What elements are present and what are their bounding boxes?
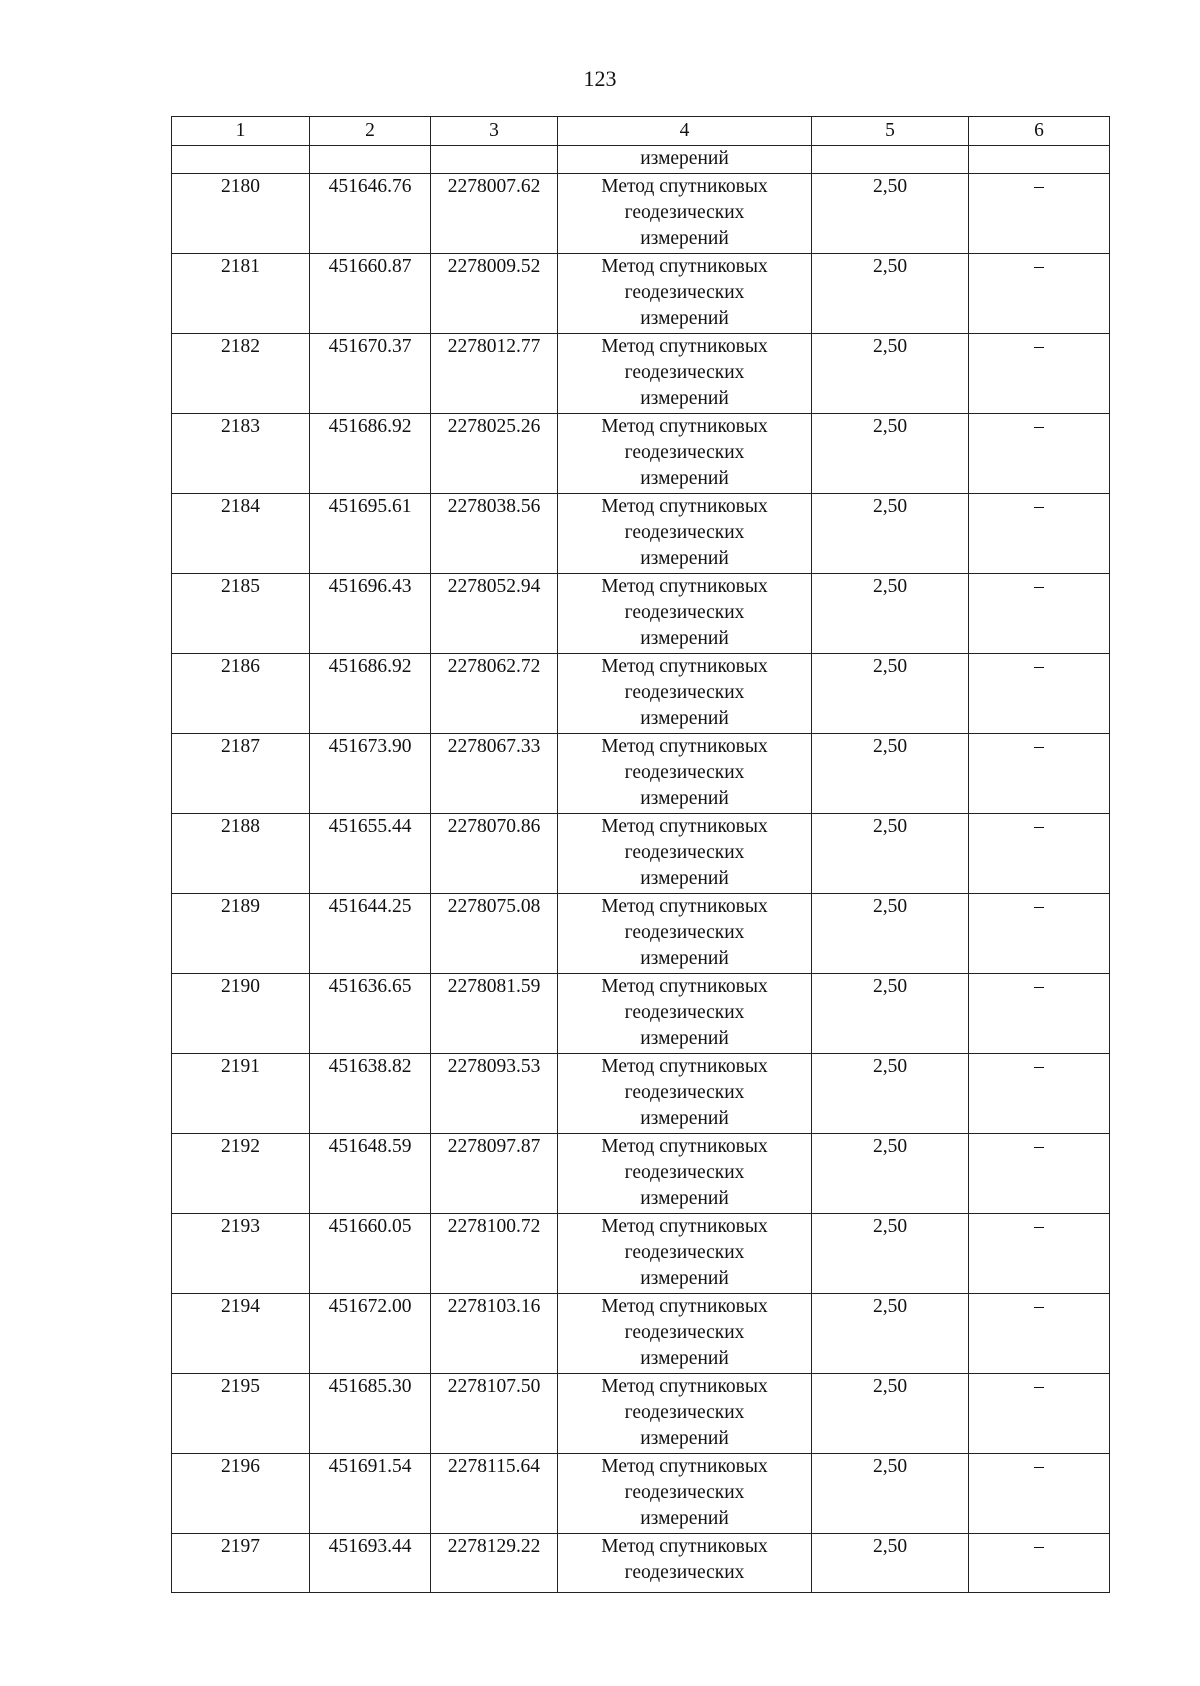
method-line: Метод спутниковых (601, 1296, 768, 1317)
method-cell (558, 974, 812, 1054)
point-number-cell: 2193 (172, 1214, 310, 1294)
method-line: геодезических (624, 1322, 745, 1343)
method-line: измерений (640, 628, 729, 649)
empty-cell (172, 146, 310, 174)
x-coordinate-cell: 451670.37 (310, 334, 431, 414)
accuracy-cell: 2,50 (812, 1214, 969, 1294)
column-header: 6 (969, 117, 1110, 146)
point-number-cell: 2181 (172, 254, 310, 334)
point-number-cell: 2191 (172, 1054, 310, 1134)
point-number-cell: 2187 (172, 734, 310, 814)
method-line: Метод спутниковых (601, 736, 768, 757)
method-line: измерений (640, 948, 729, 969)
method-cell (558, 654, 812, 734)
method-line: геодезических (624, 522, 745, 543)
method-cell (558, 414, 812, 494)
method-cell (558, 174, 812, 254)
method-cell (558, 734, 812, 814)
note-cell: – (969, 414, 1110, 494)
method-cell (558, 1054, 812, 1134)
column-header: 4 (558, 117, 812, 146)
accuracy-cell: 2,50 (812, 1054, 969, 1134)
method-line: Метод спутниковых (601, 816, 768, 837)
x-coordinate-cell: 451648.59 (310, 1134, 431, 1214)
column-header: 2 (310, 117, 431, 146)
y-coordinate-cell: 2278070.86 (431, 814, 558, 894)
table-row (172, 734, 1110, 814)
accuracy-cell: 2,50 (812, 174, 969, 254)
table-row (172, 1454, 1110, 1534)
accuracy-cell: 2,50 (812, 894, 969, 974)
note-cell: – (969, 1534, 1110, 1593)
table-row (172, 1054, 1110, 1134)
method-cell (558, 814, 812, 894)
accuracy-cell: 2,50 (812, 494, 969, 574)
method-line: измерений (640, 548, 729, 569)
column-number-header (172, 117, 1110, 146)
method-line: геодезических (624, 1242, 745, 1263)
method-line: геодезических (624, 1482, 745, 1503)
x-coordinate-cell: 451686.92 (310, 414, 431, 494)
method-line: измерений (640, 708, 729, 729)
method-line: Метод спутниковых (601, 1056, 768, 1077)
method-cell (558, 334, 812, 414)
x-coordinate-cell: 451644.25 (310, 894, 431, 974)
method-line: измерений (640, 1348, 729, 1369)
method-line: геодезических (624, 362, 745, 383)
table-row (172, 574, 1110, 654)
accuracy-cell: 2,50 (812, 654, 969, 734)
method-line: измерений (640, 388, 729, 409)
note-cell: – (969, 974, 1110, 1054)
x-coordinate-cell: 451636.65 (310, 974, 431, 1054)
method-line: измерений (640, 468, 729, 489)
table-row (172, 974, 1110, 1054)
y-coordinate-cell: 2278038.56 (431, 494, 558, 574)
method-line: геодезических (624, 1002, 745, 1023)
accuracy-cell: 2,50 (812, 1454, 969, 1534)
page-number: 123 (583, 66, 617, 91)
x-coordinate-cell: 451695.61 (310, 494, 431, 574)
note-cell: – (969, 1054, 1110, 1134)
method-line: геодезических (624, 442, 745, 463)
y-coordinate-cell: 2278062.72 (431, 654, 558, 734)
x-coordinate-cell: 451691.54 (310, 1454, 431, 1534)
table-row (172, 1214, 1110, 1294)
x-coordinate-cell: 451655.44 (310, 814, 431, 894)
empty-cell (812, 146, 969, 174)
table-row (172, 1294, 1110, 1374)
method-line: измерений (640, 1028, 729, 1049)
accuracy-cell: 2,50 (812, 254, 969, 334)
accuracy-cell: 2,50 (812, 414, 969, 494)
method-line: Метод спутниковых (601, 496, 768, 517)
y-coordinate-cell: 2278129.22 (431, 1534, 558, 1593)
y-coordinate-cell: 2278009.52 (431, 254, 558, 334)
y-coordinate-cell: 2278012.77 (431, 334, 558, 414)
note-cell: – (969, 574, 1110, 654)
y-coordinate-cell: 2278052.94 (431, 574, 558, 654)
accuracy-cell: 2,50 (812, 974, 969, 1054)
note-cell: – (969, 494, 1110, 574)
method-line: измерений (640, 1508, 729, 1529)
method-line: геодезических (624, 1082, 745, 1103)
table-row (172, 174, 1110, 254)
method-line: измерений (640, 1268, 729, 1289)
method-line: Метод спутниковых (601, 1456, 768, 1477)
table-row (172, 814, 1110, 894)
method-cell (558, 1134, 812, 1214)
note-cell: – (969, 1134, 1110, 1214)
empty-cell (969, 146, 1110, 174)
y-coordinate-cell: 2278007.62 (431, 174, 558, 254)
y-coordinate-cell: 2278097.87 (431, 1134, 558, 1214)
method-line: измерений (640, 228, 729, 249)
x-coordinate-cell: 451685.30 (310, 1374, 431, 1454)
x-coordinate-cell: 451638.82 (310, 1054, 431, 1134)
empty-cell (431, 146, 558, 174)
table-row (172, 254, 1110, 334)
note-cell: – (969, 734, 1110, 814)
table-row (172, 414, 1110, 494)
accuracy-cell: 2,50 (812, 574, 969, 654)
note-cell: – (969, 814, 1110, 894)
accuracy-cell: 2,50 (812, 1294, 969, 1374)
point-number-cell: 2192 (172, 1134, 310, 1214)
table-row (172, 1134, 1110, 1214)
accuracy-cell: 2,50 (812, 1374, 969, 1454)
accuracy-cell: 2,50 (812, 814, 969, 894)
method-line: геодезических (624, 602, 745, 623)
continuation-row (172, 146, 1110, 174)
method-line: Метод спутниковых (601, 976, 768, 997)
accuracy-cell: 2,50 (812, 334, 969, 414)
note-cell: – (969, 254, 1110, 334)
accuracy-cell: 2,50 (812, 734, 969, 814)
note-cell: – (969, 894, 1110, 974)
x-coordinate-cell: 451646.76 (310, 174, 431, 254)
method-line: Метод спутниковых (601, 656, 768, 677)
table-row (172, 1374, 1110, 1454)
table-row (172, 334, 1110, 414)
method-line: Метод спутниковых (601, 1216, 768, 1237)
note-cell: – (969, 1294, 1110, 1374)
y-coordinate-cell: 2278025.26 (431, 414, 558, 494)
method-line: геодезических (624, 762, 745, 783)
method-line: Метод спутниковых (601, 256, 768, 277)
method-cell (558, 1294, 812, 1374)
method-cell (558, 1534, 812, 1593)
point-number-cell: 2190 (172, 974, 310, 1054)
method-line: Метод спутниковых (601, 576, 768, 597)
point-number-cell: 2188 (172, 814, 310, 894)
table-row (172, 894, 1110, 974)
point-number-cell: 2197 (172, 1534, 310, 1593)
note-cell: – (969, 654, 1110, 734)
x-coordinate-cell: 451660.05 (310, 1214, 431, 1294)
method-line: измерений (640, 1428, 729, 1449)
column-header: 3 (431, 117, 558, 146)
point-number-cell: 2183 (172, 414, 310, 494)
x-coordinate-cell: 451672.00 (310, 1294, 431, 1374)
point-number-cell: 2195 (172, 1374, 310, 1454)
method-line: Метод спутниковых (601, 176, 768, 197)
method-cell (558, 494, 812, 574)
method-line: измерений (640, 788, 729, 809)
point-number-cell: 2180 (172, 174, 310, 254)
method-line: Метод спутниковых (601, 1376, 768, 1397)
point-number-cell: 2184 (172, 494, 310, 574)
point-number-cell: 2186 (172, 654, 310, 734)
y-coordinate-cell: 2278075.08 (431, 894, 558, 974)
method-line: Метод спутниковых (601, 896, 768, 917)
method-line: геодезических (624, 682, 745, 703)
y-coordinate-cell: 2278100.72 (431, 1214, 558, 1294)
method-cell (558, 1214, 812, 1294)
y-coordinate-cell: 2278107.50 (431, 1374, 558, 1454)
method-cell (558, 1374, 812, 1454)
method-cell (558, 894, 812, 974)
x-coordinate-cell: 451696.43 (310, 574, 431, 654)
point-number-cell: 2189 (172, 894, 310, 974)
y-coordinate-cell: 2278115.64 (431, 1454, 558, 1534)
method-line: геодезических (624, 1562, 745, 1583)
method-line: измерений (640, 1108, 729, 1129)
empty-cell (310, 146, 431, 174)
table-row (172, 1534, 1110, 1593)
point-number-cell: 2196 (172, 1454, 310, 1534)
table-row (172, 494, 1110, 574)
column-header: 5 (812, 117, 969, 146)
table-row (172, 654, 1110, 734)
column-header: 1 (172, 117, 310, 146)
note-cell: – (969, 1214, 1110, 1294)
method-cell (558, 574, 812, 654)
x-coordinate-cell: 451673.90 (310, 734, 431, 814)
point-number-cell: 2185 (172, 574, 310, 654)
method-line: Метод спутниковых (601, 336, 768, 357)
method-line: геодезических (624, 1162, 745, 1183)
accuracy-cell: 2,50 (812, 1134, 969, 1214)
method-line: измерений (640, 308, 729, 329)
note-cell: – (969, 334, 1110, 414)
method-line: геодезических (624, 282, 745, 303)
method-cell (558, 1454, 812, 1534)
x-coordinate-cell: 451693.44 (310, 1534, 431, 1593)
y-coordinate-cell: 2278067.33 (431, 734, 558, 814)
y-coordinate-cell: 2278103.16 (431, 1294, 558, 1374)
method-line: Метод спутниковых (601, 1136, 768, 1157)
method-line: геодезических (624, 842, 745, 863)
accuracy-cell: 2,50 (812, 1534, 969, 1593)
x-coordinate-cell: 451660.87 (310, 254, 431, 334)
method-line: геодезических (624, 1402, 745, 1423)
note-cell: – (969, 1374, 1110, 1454)
method-cell (558, 254, 812, 334)
method-line: геодезических (624, 922, 745, 943)
note-cell: – (969, 1454, 1110, 1534)
point-number-cell: 2194 (172, 1294, 310, 1374)
coordinates-table (171, 116, 1110, 1593)
y-coordinate-cell: 2278093.53 (431, 1054, 558, 1134)
method-line: Метод спутниковых (601, 1536, 768, 1557)
method-line: измерений (640, 1188, 729, 1209)
method-cell: измерений (558, 146, 812, 174)
method-line: измерений (640, 868, 729, 889)
method-line: геодезических (624, 202, 745, 223)
note-cell: – (969, 174, 1110, 254)
x-coordinate-cell: 451686.92 (310, 654, 431, 734)
y-coordinate-cell: 2278081.59 (431, 974, 558, 1054)
point-number-cell: 2182 (172, 334, 310, 414)
method-line: Метод спутниковых (601, 416, 768, 437)
